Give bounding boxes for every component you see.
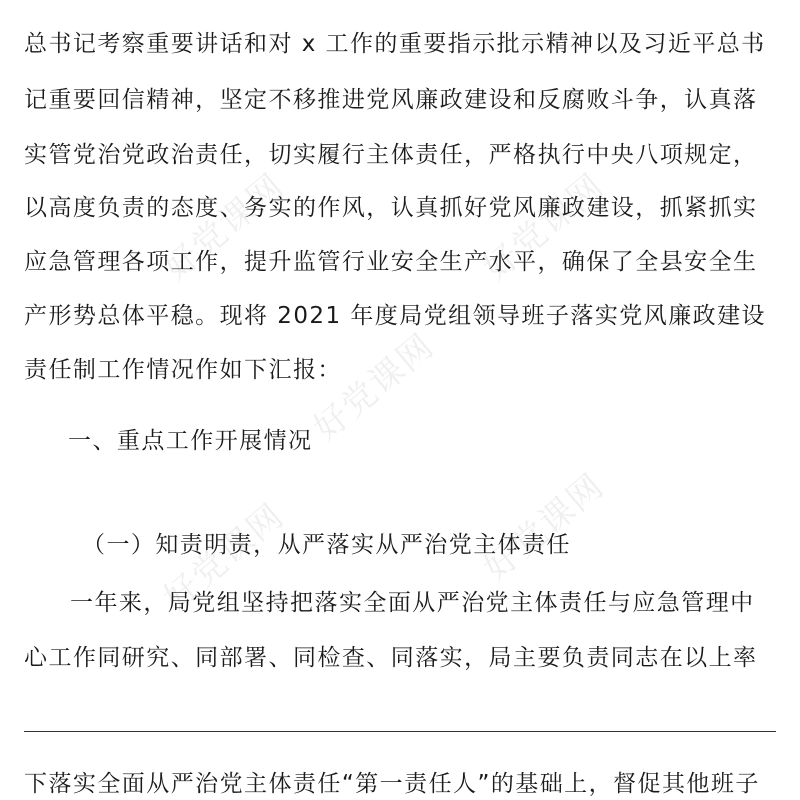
body-line: 心工作同研究、同部署、同检查、同落实，局主要负责同志在以上率 — [24, 645, 758, 671]
next-page-line: 下落实全面从严治党主体责任“第一责任人”的基础上，督促其他班子 — [24, 771, 760, 797]
watermark: 好党课网 — [156, 495, 293, 619]
paragraph-line: 产形势总体平稳。现将 2021 年度局党组领导班子落实党风廉政建设 — [24, 303, 767, 329]
watermark: 好党课网 — [476, 465, 613, 589]
paragraph-line: 责任制工作情况作如下汇报： — [24, 357, 342, 383]
watermark: 好党课网 — [306, 325, 443, 449]
paragraph-line: 实管党治党政治责任，切实履行主体责任，严格执行中央八项规定， — [24, 142, 758, 168]
watermark: 好党课网 — [476, 165, 613, 289]
section-heading: 一、重点工作开展情况 — [68, 428, 313, 454]
subsection-heading: （一）知责明责，从严落实从严治党主体责任 — [82, 532, 571, 558]
paragraph-line: 总书记考察重要讲话和对 x 工作的重要指示批示精神以及习近平总书 — [24, 31, 766, 57]
watermark: 好党课网 — [156, 165, 293, 289]
paragraph-line: 以高度负责的态度、务实的作风，认真抓好党风廉政建设，抓紧抓实 — [24, 195, 758, 221]
page-break-rule — [24, 731, 776, 732]
paragraph-line: 应急管理各项工作，提升监管行业安全生产水平，确保了全县安全生 — [24, 249, 758, 275]
body-line: 一年来，局党组坚持把落实全面从严治党主体责任与应急管理中 — [70, 590, 755, 616]
paragraph-line: 记重要回信精神，坚定不移推进党风廉政建设和反腐败斗争，认真落 — [24, 87, 758, 113]
